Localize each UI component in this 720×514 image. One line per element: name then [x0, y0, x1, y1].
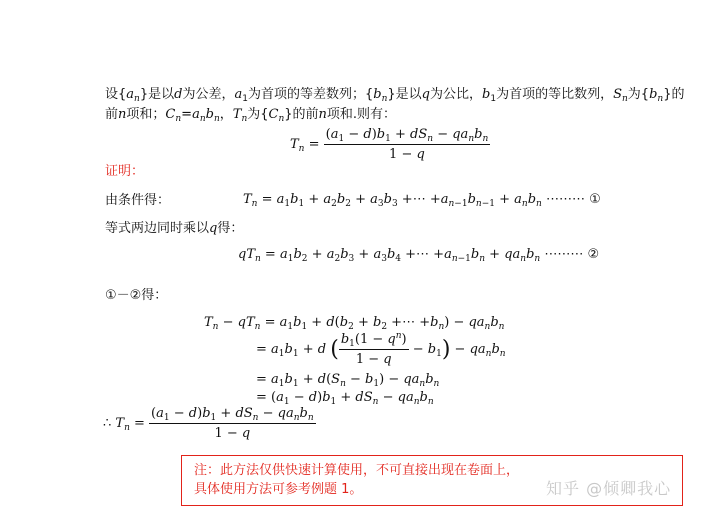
note-text: 注：此方法仅供快速计算使用，不可直接出现在卷面上，具体使用方法可参考例题 1。	[194, 463, 520, 497]
equation-1: $T_n = a_1b_1 + a_2b_2 + a_3b_3$ +⋯ $+a_{n-1}b_{n-1} + a_nb_n$ ⋯⋯⋯ ①	[243, 192, 601, 209]
derivation-line-4: = $(a_1 - d)b_1 + dS_n - qa_nb_n$	[256, 390, 434, 407]
derivation-line-2: = $a_1b_1 + d$ ( $\frac{b_1(1 - q^n)}{1 - q}$ − $b_1) - qa_nb_n$	[256, 331, 506, 367]
equation-tag-1: ①	[589, 192, 601, 207]
conclusion-formula: ∴ $T_n$ = $\frac{(a_1 - d)b_1 + dS_n - qa_nb_n}{1 - q}$	[103, 406, 314, 441]
step2-label: 等式两边同时乘以q得：	[105, 221, 244, 236]
watermark: 知乎 @倾卿我心	[546, 479, 672, 498]
main-formula: $T_n$ = $\frac{(a_1 - d)b_1 + dS_n - qa_nb_n}{1 - q}$	[290, 127, 489, 162]
proof-label: 证明：	[105, 164, 145, 179]
step1-label: 由条件得：	[105, 193, 171, 208]
step3-label: ①－②得：	[105, 288, 168, 303]
problem-statement: 设$\{a_n\}$是以d为公差，$a_1$为首项的等差数列；$\{b_n\}$是以q为公比，$b_1$为首项的等比数列，$S_n$为$\{b_n\}$的	[105, 87, 685, 104]
problem-statement-line2: 前n项和；$C_n=a_nb_n$，$T_n$为$\{C_n\}$的前n项和.则有：	[105, 107, 397, 124]
equation-2: $qT_n = a_1b_2 + a_2b_3 + a_3b_4$ +⋯ $+a_{n-1}b_n + qa_nb_n$ ⋯⋯⋯ ②	[238, 247, 600, 264]
equation-tag-2: ②	[587, 247, 600, 262]
derivation-line-1: $T_n - qT_n = a_1b_1 + d(b_2 + b_2$ +⋯ $+b_n) - qa_nb_n$	[204, 315, 505, 332]
derivation-line-3: = $a_1b_1 + d(S_n - b_1) - qa_nb_n$	[256, 372, 440, 389]
